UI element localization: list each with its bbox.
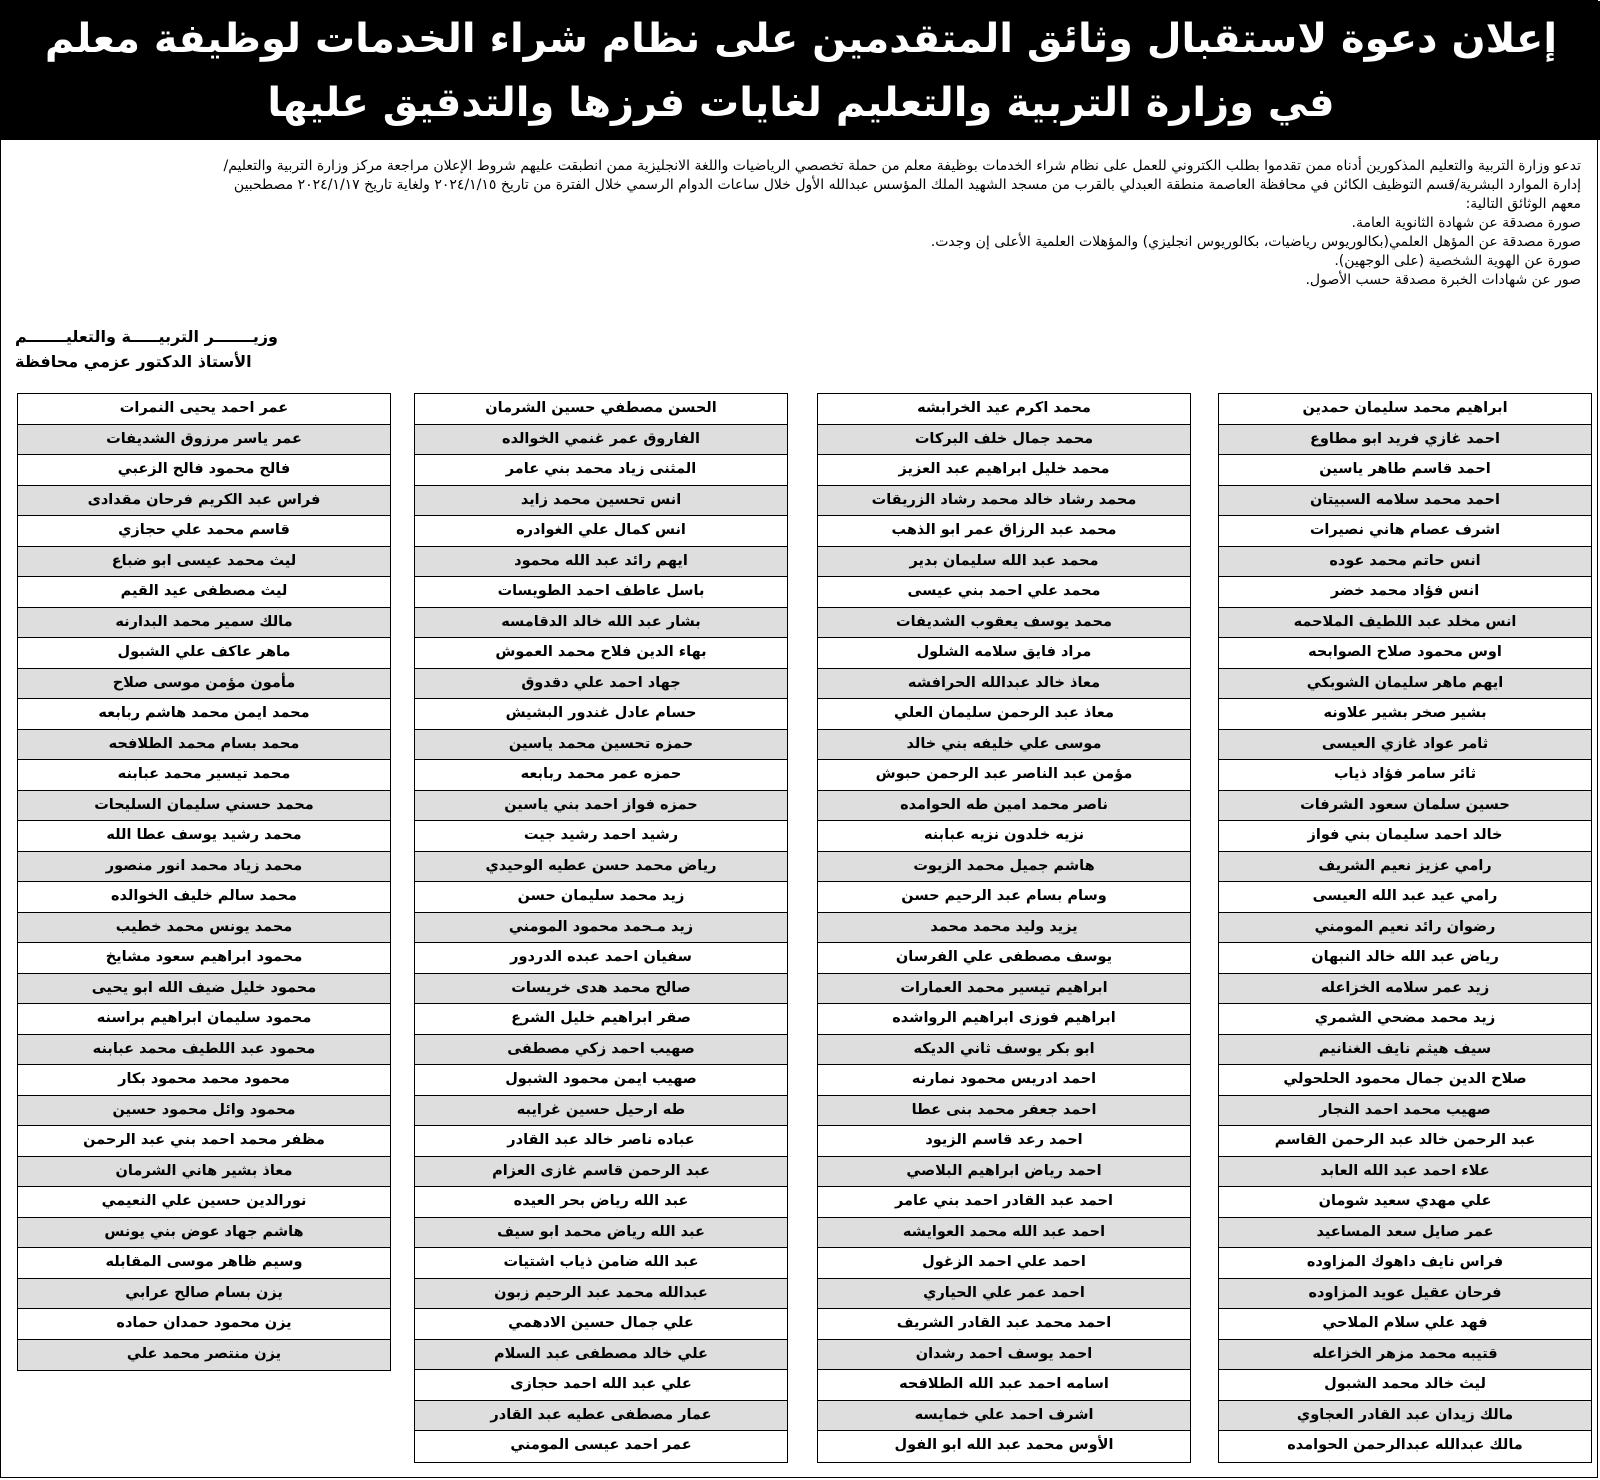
applicant-name-cell: هاشم جهاد عوض بني يونس <box>18 1218 390 1249</box>
applicant-name-cell: يوسف مصطفى علي الفرسان <box>818 943 1190 974</box>
applicant-name-cell: الحسن مصطفي حسين الشرمان <box>415 394 787 425</box>
applicant-name-cell: محمد بسام محمد الطلافحه <box>18 730 390 761</box>
applicant-name-cell: عبد الرحمن قاسم غازى العزام <box>415 1157 787 1188</box>
applicant-name-cell: ابراهيم محمد سليمان حمدين <box>1219 394 1591 425</box>
applicant-name-cell: نورالدين حسين علي النعيمي <box>18 1187 390 1218</box>
applicant-name-cell: عبد الله ضامن ذياب اشتيات <box>415 1248 787 1279</box>
applicant-name-cell: احمد عبد الله محمد العوايشه <box>818 1218 1190 1249</box>
applicant-name-cell: صالح محمد هدى خريسات <box>415 974 787 1005</box>
applicant-name-cell: فهد علي سلام الملاحي <box>1219 1309 1591 1340</box>
applicant-name-cell: محمد يوسف يعقوب الشديفات <box>818 608 1190 639</box>
applicant-name-cell: معاذ خالد عبدالله الحرافشه <box>818 669 1190 700</box>
applicant-name-cell: عبد الله رياض بحر العيده <box>415 1187 787 1218</box>
applicant-name-cell: عباده ناصر خالد عبد القادر <box>415 1126 787 1157</box>
applicant-name-cell: يزن محمود حمدان حماده <box>18 1309 390 1340</box>
applicant-name-cell: يزن بسام صالح عرابي <box>18 1279 390 1310</box>
applicant-name-cell: انس تحسين محمد زايد <box>415 486 787 517</box>
applicant-name-cell: رياض محمد حسن عطيه الوحيدي <box>415 852 787 883</box>
applicant-name-cell: زيد مـحمد محمود المومني <box>415 913 787 944</box>
applicant-name-cell: علي عبد الله احمد حجازى <box>415 1370 787 1401</box>
applicant-name-cell: رشيد احمد رشيد جيت <box>415 821 787 852</box>
applicant-name-cell: فرحان عقيل عويد المزاوده <box>1219 1279 1591 1310</box>
applicant-name-cell: احمد غازي فريد ابو مطاوع <box>1219 425 1591 456</box>
applicant-name-cell: معاذ عبد الرحمن سليمان العلي <box>818 699 1190 730</box>
applicant-name-cell: صهيب ايمن محمود الشبول <box>415 1065 787 1096</box>
applicant-name-cell: انس مخلد عبد اللطيف الملاحمه <box>1219 608 1591 639</box>
minister-name: الأستاذ الدكتور عزمي محافظة <box>15 352 252 371</box>
applicant-name-cell: المثنى زياد محمد بني عامر <box>415 455 787 486</box>
applicant-name-cell: خالد احمد سليمان بني فواز <box>1219 821 1591 852</box>
applicant-name-cell: محمود محمد محمود بكار <box>18 1065 390 1096</box>
applicant-name-cell: احمد رعد قاسم الزيود <box>818 1126 1190 1157</box>
document-item: صورة مصدقة عن شهادة الثانوية العامة. <box>1351 215 1581 231</box>
applicant-name-cell: مظفر محمد احمد بني عبد الرحمن <box>18 1126 390 1157</box>
applicant-name-cell: ناصر محمد امين طه الحوامده <box>818 791 1190 822</box>
applicant-name-cell: طه ارحيل حسين غرايبه <box>415 1096 787 1127</box>
applicant-name-cell: صقر ابراهيم خليل الشرع <box>415 1004 787 1035</box>
applicant-name-cell: عبد الله رياض محمد ابو سيف <box>415 1218 787 1249</box>
applicant-name-cell: بهاء الدين فلاح محمد العموش <box>415 638 787 669</box>
applicant-name-cell: اشرف احمد علي خمايسه <box>818 1401 1190 1432</box>
applicant-name-cell: رضوان رائد نعيم المومني <box>1219 913 1591 944</box>
applicant-name-cell: زيد محمد مضحي الشمري <box>1219 1004 1591 1035</box>
applicant-name-cell: انس كمال علي الغوادره <box>415 516 787 547</box>
applicant-name-cell: محمود عبد اللطيف محمد عبابنه <box>18 1035 390 1066</box>
applicant-name-cell: احمد عبد القادر احمد بني عامر <box>818 1187 1190 1218</box>
applicant-name-cell: فراس عبد الكريم فرحان مقدادى <box>18 486 390 517</box>
intro-line: إدارة الموارد البشرية/قسم التوظيف الكائن في محافظة العاصمة منطقة العبدلي بالقرب من مسجد الشهيد الملك المؤسس عبدالله الأول خلال ساعات الدوام الرسمي خلال الفترة من تاريخ ٢٠٢٤/١/١٥ ولغاية تاريخ ٢٠٢٤/١/١٧ مصطحبين <box>233 177 1581 193</box>
document-item: صور عن شهادات الخبرة مصدقة حسب الأصول. <box>1305 272 1581 288</box>
applicant-name-cell: محمد زياد محمد انور منصور <box>18 852 390 883</box>
applicant-name-cell: يزن منتصر محمد علي <box>18 1340 390 1371</box>
applicant-name-cell: محمد عبد الله سليمان بدير <box>818 547 1190 578</box>
applicant-name-cell: محمد علي احمد بني عيسى <box>818 577 1190 608</box>
applicant-name-cell: نزيه خلدون نزيه عبابنه <box>818 821 1190 852</box>
applicant-name-cell: محمد اكرم عيد الخرابشه <box>818 394 1190 425</box>
applicant-name-cell: مالك عبدالله عبدالرحمن الحوامده <box>1287 1437 1523 1453</box>
applicant-name-cell: عمر احمد يحيى النمرات <box>18 394 390 425</box>
applicant-name-cell: بشير صخر بشير علاونه <box>1219 699 1591 730</box>
document-item: صورة عن الهوية الشخصية (على الوجهين). <box>1334 253 1581 269</box>
applicant-name-cell: الفاروق عمر غنمي الخوالده <box>415 425 787 456</box>
applicant-name-cell: بشار عبد الله خالد الدقامسه <box>415 608 787 639</box>
applicant-name-cell: فالح محمود فالح الزعبي <box>18 455 390 486</box>
applicant-name-cell: احمد قاسم طاهر ياسين <box>1219 455 1591 486</box>
applicant-name-cell: محمد عبد الرزاق عمر ابو الذهب <box>818 516 1190 547</box>
applicant-name-cell: محمد جمال خلف البركات <box>818 425 1190 456</box>
applicant-name-cell: علاء احمد عبد الله العابد <box>1219 1157 1591 1188</box>
applicant-name-cell: محمود وائل محمود حسين <box>18 1096 390 1127</box>
applicant-name-cell: ليث محمد عيسى ابو ضباع <box>18 547 390 578</box>
applicant-name-cell: علي خالد مصطفى عبد السلام <box>415 1340 787 1371</box>
applicant-name-cell: انس حاتم محمد عوده <box>1219 547 1591 578</box>
applicant-name-cell: ثائر سامر فؤاد ذياب <box>1219 760 1591 791</box>
applicant-name-cell: محمد حسني سليمان السليحات <box>18 791 390 822</box>
title-line-2: في وزارة التربية والتعليم لغايات فرزها والتدقيق عليها <box>267 80 1335 126</box>
names-column-2 <box>817 393 1191 1463</box>
applicant-name-cell: الأوس محمد عبد الله ابو الفول <box>894 1437 1114 1453</box>
applicant-name-cell: مؤمن عبد الناصر عبد الرحمن حبوش <box>818 760 1190 791</box>
applicant-name-cell: يزيد وليد محمد محمد <box>818 913 1190 944</box>
applicant-name-cell: صهيب احمد زكي مصطفى <box>415 1035 787 1066</box>
applicant-name-cell: محمد خليل ابراهيم عبد العزيز <box>818 455 1190 486</box>
applicant-name-cell: مالك سمير محمد البدارنه <box>18 608 390 639</box>
applicant-name-cell: محمود ابراهيم سعود مشايخ <box>18 943 390 974</box>
applicant-name-cell: مراد فايق سلامه الشلول <box>818 638 1190 669</box>
intro-line: تدعو وزارة التربية والتعليم المذكورين أدناه ممن تقدموا بطلب الكتروني للعمل على نظام شراء الخدمات بوظيفة معلم من حملة تخصصي الرياضيات واللغة الانجليزية ممن انطبقت عليهم شروط الإعلان مراجعة مركز وزارة التربية والتعليم/ <box>223 158 1581 174</box>
applicant-name-cell: عمر ياسر مرزوق الشديفات <box>18 425 390 456</box>
applicant-name-cell: حسام عادل غندور البشيش <box>415 699 787 730</box>
applicant-name-cell: علي جمال حسين الادهمي <box>415 1309 787 1340</box>
intro-line: معهم الوثائق التالية: <box>1465 196 1581 212</box>
applicant-name-cell: محمد يونس محمد خطيب <box>18 913 390 944</box>
applicant-name-cell: جهاد احمد علي دقدوق <box>415 669 787 700</box>
applicant-name-cell: حمزه عمر محمد ربابعه <box>415 760 787 791</box>
applicant-name-cell: اوس محمود صلاح الصوابحه <box>1219 638 1591 669</box>
title-line-1: إعلان دعوة لاستقبال وثائق المتقدمين على نظام شراء الخدمات لوظيفة معلم <box>44 16 1558 62</box>
applicant-name-cell: ابو بكر يوسف ثاني الديكه <box>818 1035 1190 1066</box>
applicant-name-cell: ابراهيم فوزى ابراهيم الرواشده <box>818 1004 1190 1035</box>
applicant-name-cell: صلاح الدين جمال محمود الحلحولي <box>1219 1065 1591 1096</box>
applicant-name-cell: احمد جعفر محمد بنى عطا <box>818 1096 1190 1127</box>
applicant-name-cell: حسين سلمان سعود الشرفات <box>1219 791 1591 822</box>
minister-signature <box>15 324 278 374</box>
applicant-name-cell: عمر احمد عيسى المومني <box>510 1437 692 1453</box>
applicant-name-cell: وسيم ظاهر موسى المقابله <box>18 1248 390 1279</box>
applicant-name-cell: رياض عبد الله خالد النبهان <box>1219 943 1591 974</box>
applicant-name-cell: زيد عمر سلامه الخزاعله <box>1219 974 1591 1005</box>
document-item: صورة مصدقة عن المؤهل العلمي(بكالوريوس رياضيات، بكالوريوس انجليزي) والمؤهلات العلمية الأعلى إن وجدت. <box>930 234 1581 250</box>
applicant-name-cell: اسامه احمد عبد الله الطلافحه <box>818 1370 1190 1401</box>
applicant-name-cell: معاذ بشير هاني الشرمان <box>18 1157 390 1188</box>
applicant-name-cell: قتيبه محمد مزهر الخزاعله <box>1219 1340 1591 1371</box>
applicant-name-cell: زيد محمد سليمان حسن <box>415 882 787 913</box>
intro-text <box>11 157 1581 290</box>
applicant-name-cell: حمزه تحسين محمد ياسين <box>415 730 787 761</box>
applicant-name-cell: ثامر عواد غازي العيسى <box>1219 730 1591 761</box>
applicant-name-cell: فراس نايف داهوك المزاوده <box>1219 1248 1591 1279</box>
applicant-name-cell: محمود خليل ضيف الله ابو يحيى <box>18 974 390 1005</box>
applicant-name-cell: عمر صايل سعد المساعيد <box>1219 1218 1591 1249</box>
applicant-name-cell: ليث خالد محمد الشبول <box>1219 1370 1591 1401</box>
applicant-name-cell: محمد ايمن محمد هاشم ربابعه <box>18 699 390 730</box>
applicant-name-cell: ايهم رائد عبد الله محمود <box>415 547 787 578</box>
applicant-name-cell: سفيان احمد عبده الدردور <box>415 943 787 974</box>
applicant-name-cell: صهيب محمد احمد النجار <box>1219 1096 1591 1127</box>
applicant-name-cell: ليث مصطفى عيد القيم <box>18 577 390 608</box>
applicant-name-cell: ابراهيم تيسير محمد العمارات <box>818 974 1190 1005</box>
applicant-name-cell: علي مهدي سعيد شومان <box>1219 1187 1591 1218</box>
applicant-name-cell: احمد محمد سلامه السبيتان <box>1219 486 1591 517</box>
applicant-name-cell: ايهم ماهر سليمان الشوبكي <box>1219 669 1591 700</box>
applicant-name-cell: هاشم جميل محمد الزيوت <box>818 852 1190 883</box>
applicant-name-cell: مالك زيدان عبد القادر العجاوي <box>1219 1401 1591 1432</box>
applicant-name-cell: احمد رياض ابراهيم البلاصي <box>818 1157 1190 1188</box>
applicant-name-cell: قاسم محمد علي حجازي <box>18 516 390 547</box>
title-banner <box>1 1 1600 140</box>
applicant-name-cell: ماهر عاكف علي الشبول <box>18 638 390 669</box>
names-column-3 <box>414 393 788 1463</box>
names-column-1 <box>1218 393 1592 1463</box>
applicant-name-cell: موسى علي خليفه بني خالد <box>818 730 1190 761</box>
applicant-name-cell: عبد الرحمن خالد عبد الرحمن القاسم <box>1219 1126 1591 1157</box>
applicant-name-cell: باسل عاطف احمد الطويسات <box>415 577 787 608</box>
applicant-name-cell: احمد محمد عبد القادر الشريف <box>818 1309 1190 1340</box>
names-column-4 <box>17 393 391 1371</box>
applicant-name-cell: محمد رشيد يوسف عطا الله <box>18 821 390 852</box>
applicant-name-cell: محمد سالم خليف الخوالده <box>18 882 390 913</box>
applicant-name-cell: حمزه فواز احمد بني ياسين <box>415 791 787 822</box>
applicant-name-cell: احمد ادريس محمود نمارنه <box>818 1065 1190 1096</box>
applicant-name-cell: رامي عزيز نعيم الشريف <box>1219 852 1591 883</box>
applicant-name-cell: محمد تيسير محمد عبابنه <box>18 760 390 791</box>
applicant-name-cell: احمد يوسف احمد رشدان <box>818 1340 1190 1371</box>
applicant-name-cell: عبدالله محمد عبد الرحيم زبون <box>415 1279 787 1310</box>
applicant-name-cell: احمد علي احمد الزغول <box>818 1248 1190 1279</box>
applicant-name-cell: اشرف عصام هاني نصيرات <box>1219 516 1591 547</box>
applicant-name-cell: انس فؤاد محمد خضر <box>1219 577 1591 608</box>
applicant-name-cell: رامي عيد عبد الله العيسى <box>1219 882 1591 913</box>
applicant-name-cell: محمود سليمان ابراهيم براسنه <box>18 1004 390 1035</box>
applicant-name-cell: محمد رشاد خالد محمد رشاد الزريقات <box>818 486 1190 517</box>
applicant-name-cell: وسام بسام عبد الرحيم حسن <box>818 882 1190 913</box>
applicant-name-cell: احمد عمر علي الحياري <box>818 1279 1190 1310</box>
minister-title: وزيـــــــر التربيـــــة والتعليـــــــم <box>15 327 278 346</box>
applicant-name-cell: مأمون مؤمن موسى صلاح <box>18 669 390 700</box>
applicant-name-cell: عمار مصطفى عطيه عبد القادر <box>415 1401 787 1432</box>
applicant-name-cell: سيف هيثم نايف الغنانيم <box>1219 1035 1591 1066</box>
